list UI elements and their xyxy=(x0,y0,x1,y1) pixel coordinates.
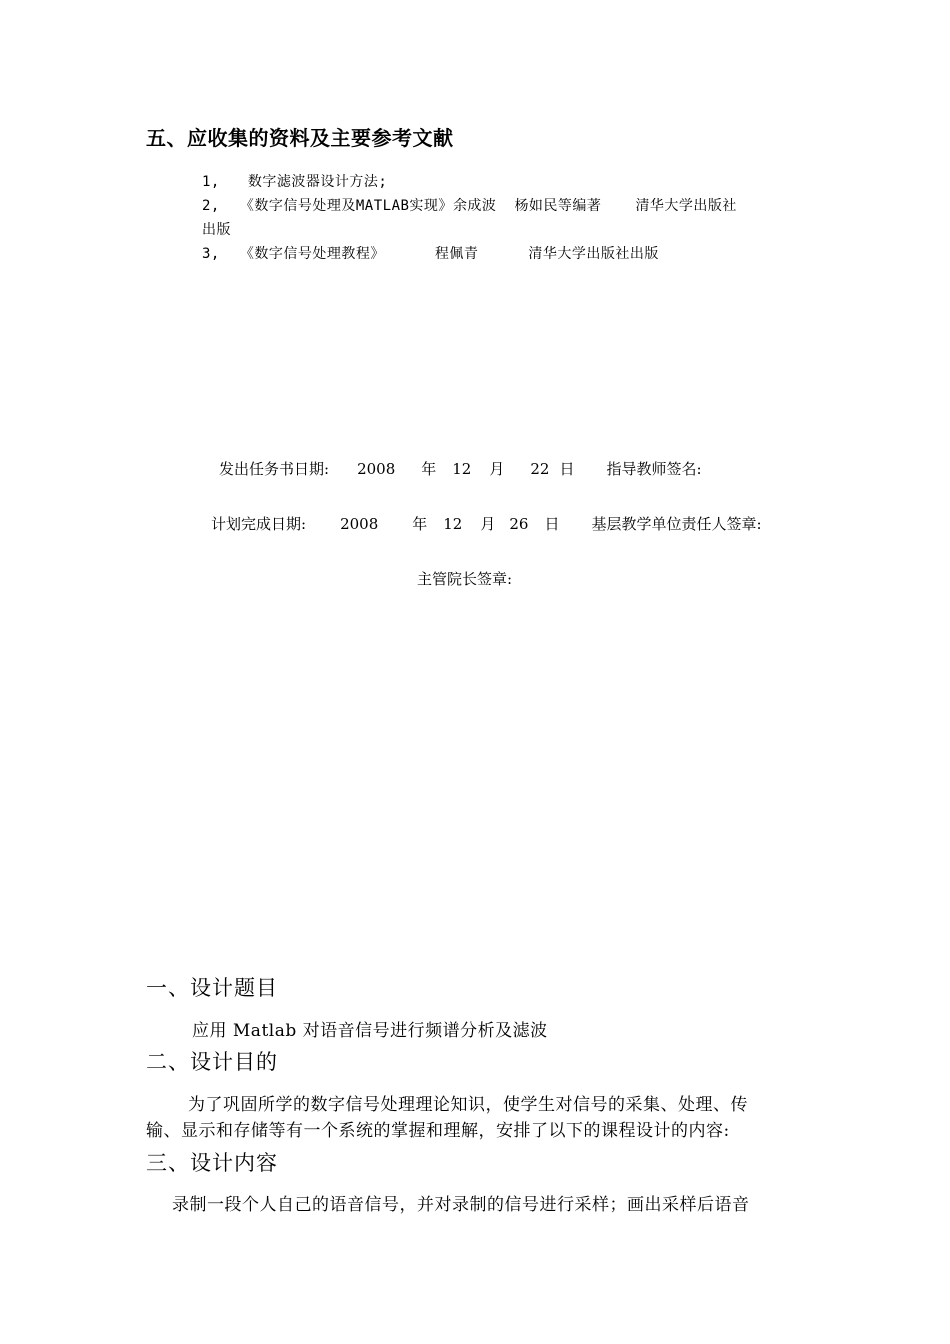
issue-date-line xyxy=(219,458,702,479)
reference-authors: 余成波 xyxy=(452,198,497,214)
planned-completion-line xyxy=(211,513,762,534)
reference-item-1 xyxy=(202,171,387,191)
reference-publisher: 清华大学出版社出版 xyxy=(528,246,659,262)
plan-year-unit: 年 xyxy=(412,515,428,533)
design-content-line-1: 录制一段个人自己的语音信号，并对录制的信号进行采样；画出采样后语音 xyxy=(172,1195,750,1215)
section5-heading: 五、应收集的资料及主要参考文献 xyxy=(146,126,454,150)
issue-year-unit: 年 xyxy=(421,460,437,478)
design-purpose-line-2: 输、显示和存储等有一个系统的掌握和理解，安排了以下的课程设计的内容: xyxy=(146,1121,730,1141)
issue-month-unit: 月 xyxy=(489,460,505,478)
unit-head-signature-label: 基层教学单位责任人签章: xyxy=(591,515,762,533)
reference-number: 3, xyxy=(202,246,220,262)
dean-signature-label: 主管院长签章: xyxy=(417,570,513,588)
issue-month: 12 xyxy=(452,460,472,478)
issue-day-unit: 日 xyxy=(559,460,575,478)
plan-day-unit: 日 xyxy=(544,515,560,533)
reference-item-2 xyxy=(202,195,737,215)
reference-authors2: 杨如民等编著 xyxy=(514,198,602,214)
reference-item-3 xyxy=(202,243,659,263)
reference-publisher: 清华大学出版社 xyxy=(635,198,737,214)
reference-text: 数字滤波器设计方法; xyxy=(247,174,388,190)
design-purpose-line-1: 为了巩固所学的数字信号处理理论知识，使学生对信号的采集、处理、传 xyxy=(188,1095,748,1115)
reference-number: 2, xyxy=(202,198,220,214)
issue-date-label: 发出任务书日期: xyxy=(219,460,330,478)
issue-day: 22 xyxy=(530,460,550,478)
section2-heading: 二、设计目的 xyxy=(146,1050,278,1074)
plan-day: 26 xyxy=(509,515,529,533)
section3-heading: 三、设计内容 xyxy=(146,1151,278,1175)
advisor-signature-label: 指导教师签名: xyxy=(606,460,702,478)
reference-title: 《数字信号处理及MATLAB实现》 xyxy=(239,198,453,214)
section1-heading: 一、设计题目 xyxy=(146,976,278,1000)
design-topic-text: 应用 Matlab 对语音信号进行频谱分析及滤波 xyxy=(192,1021,548,1041)
reference-title: 《数字信号处理教程》 xyxy=(239,246,385,262)
issue-year: 2008 xyxy=(357,460,396,478)
reference-item-2-continued: 出版 xyxy=(202,222,231,238)
reference-authors: 程佩青 xyxy=(434,246,479,262)
plan-date-label: 计划完成日期: xyxy=(211,515,307,533)
reference-number: 1, xyxy=(202,174,220,190)
plan-month: 12 xyxy=(443,515,463,533)
plan-year: 2008 xyxy=(340,515,379,533)
plan-month-unit: 月 xyxy=(480,515,496,533)
